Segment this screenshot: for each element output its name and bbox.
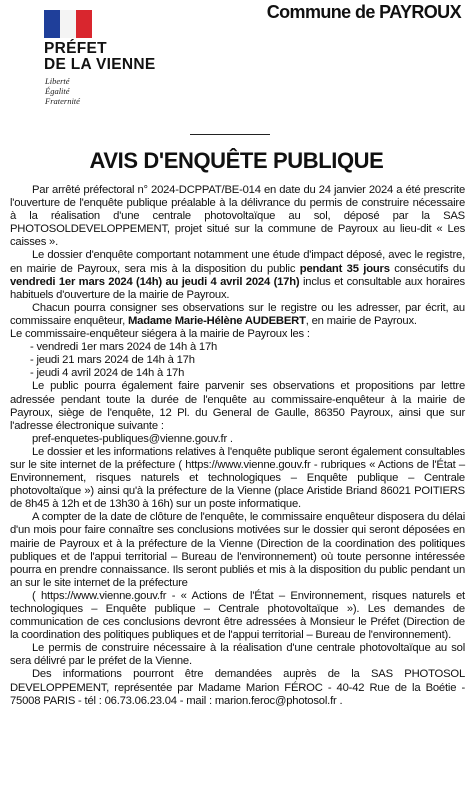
paragraph-permanences: Le commissaire-enquêteur siégera à la mairie de Payroux les : bbox=[10, 328, 310, 341]
paragraph-cloture: A compter de la date de clôture de l'enquête, le commissaire enquêteur disposera du délai d'un mois pour faire connaître ses conclusions motivées sur le dossier qui seront déposées en mairie de Payroux et à la préfecture de la Vienne (Direction de la coordination des politiques publiques et de l'appui territorial – Bureau de l'environnement) où toute personne intéressée pourra en prendre connaissance. Ils seront publiés et mis à la disposition du public pendant un an sur le site internet de la préfecture bbox=[10, 511, 465, 589]
flag-red-stripe bbox=[76, 10, 92, 38]
permanence-item-1: - vendredi 1er mars 2024 de 14h à 17h bbox=[30, 341, 218, 354]
motto-egalite: Égalité bbox=[45, 86, 70, 96]
dossier-text-a: Le dossier d'enquête comportant notamment une étude d'impact déposé, avec le registre, en mairie de Payroux, sera mis à la disposition du public bbox=[10, 249, 465, 275]
prefet-line-2: DE LA VIENNE bbox=[44, 56, 156, 73]
motto-fraternite: Fraternité bbox=[45, 96, 80, 106]
dossier-text-d: inclus et consultable aux horaires habituels d'ouverture de la mairie de Payroux. bbox=[10, 275, 465, 301]
prefet-line-1: PRÉFET bbox=[44, 40, 107, 57]
notice-body bbox=[10, 184, 465, 708]
dossier-text-c: consécutifs du bbox=[389, 262, 466, 275]
dossier-duration: pendant 35 jours bbox=[299, 262, 390, 275]
email-address: pref-enquetes-publiques@vienne.gouv.fr . bbox=[32, 432, 233, 445]
paragraph-permis: Le permis de construire nécessaire à la réalisation d'une centrale photovoltaïque au sol sera délivré par le préfet de la Vienne. bbox=[10, 642, 465, 668]
header bbox=[0, 0, 473, 120]
paragraph-arrete: Par arrêté préfectoral n° 2024-DCPPAT/BE-014 en date du 24 janvier 2024 a été prescrite l'ouverture de l'enquête publique préalable à la délivrance du permis de construire nécessaire à la réalisation d'une centrale photovoltaïque au sol, déposé par la SAS PHOTOSOLDEVELOPPEMENT, projet situé sur la commune de Payroux au lieu-dit « Les caisses ». bbox=[10, 184, 465, 249]
flag-blue-stripe bbox=[44, 10, 60, 38]
motto-liberte: Liberté bbox=[45, 76, 70, 86]
commissaire-name: Madame Marie-Hélène AUDEBERT bbox=[127, 314, 306, 327]
paragraph-courrier: Le public pourra également faire parvenir ses observations et propositions par lettre adressée pendant toute la durée de l'enquête au commissaire-enquêteur à la mairie de Payroux, siège de l'enquête, 12 Pl. du General de Gaulle, 86350 Payroux, ainsi que sur l'adresse électronique suivante : bbox=[10, 380, 465, 432]
page-title: AVIS D'ENQUÊTE PUBLIQUE bbox=[89, 148, 384, 173]
observations-text-c: , en mairie de Payroux. bbox=[305, 314, 417, 327]
title-rule bbox=[190, 134, 270, 135]
observations-text-a: Chacun pourra consigner ses observations sur le registre ou les adresser, par écrit, au commissaire enquêteur, bbox=[10, 301, 465, 327]
paragraph-observations bbox=[10, 302, 465, 328]
commune-name: Commune de PAYROUX bbox=[266, 2, 461, 22]
flag-white-stripe bbox=[60, 10, 76, 38]
paragraph-contact: Des informations pourront être demandées auprès de la SAS PHOTOSOL DEVELOPPEMENT, représentée par Madame Marion FÉROC - 40-42 Rue de la Boétie - 75008 PARIS - tél : 06.73.06.23.04 - mail : marion.feroc@photosol.fr . bbox=[10, 668, 465, 707]
paragraph-dossier bbox=[10, 249, 465, 301]
dossier-dates: vendredi 1er mars 2024 (14h) au jeudi 4 avril 2024 (17h) bbox=[10, 275, 300, 288]
paragraph-site-internet: Le dossier et les informations relatives à l'enquête publique seront également consultables sur le site internet de la préfecture ( https://www.vienne.gouv.fr - rubriques « Actions de l'État – Environnement, risques naturels et technologiques – Enquête publique – Centrale photovoltaïque ») ainsi qu'à la préfecture de la Vienne (place Aristide Briand 86021 POITIERS de 8h45 à 12h et de 13h30 à 16h) sur un poste informatique. bbox=[10, 445, 465, 511]
paragraph-communication: ( https://www.vienne.gouv.fr - « Actions de l'État – Environnement, risques naturels et technologiques – Enquête publique – Centrale photovoltaïque »). Les demandes de communication de ces conclusions devront être adressées à Monsieur le Préfet (Direction de la coordination des politiques publiques et de l'appui territorial – Bureau de l'environnement). bbox=[10, 589, 465, 642]
permanence-item-2: - jeudi 21 mars 2024 de 14h à 17h bbox=[30, 354, 195, 367]
marianne-flag-logo bbox=[44, 10, 92, 38]
permanence-item-3: - jeudi 4 avril 2024 de 14h à 17h bbox=[30, 367, 185, 380]
